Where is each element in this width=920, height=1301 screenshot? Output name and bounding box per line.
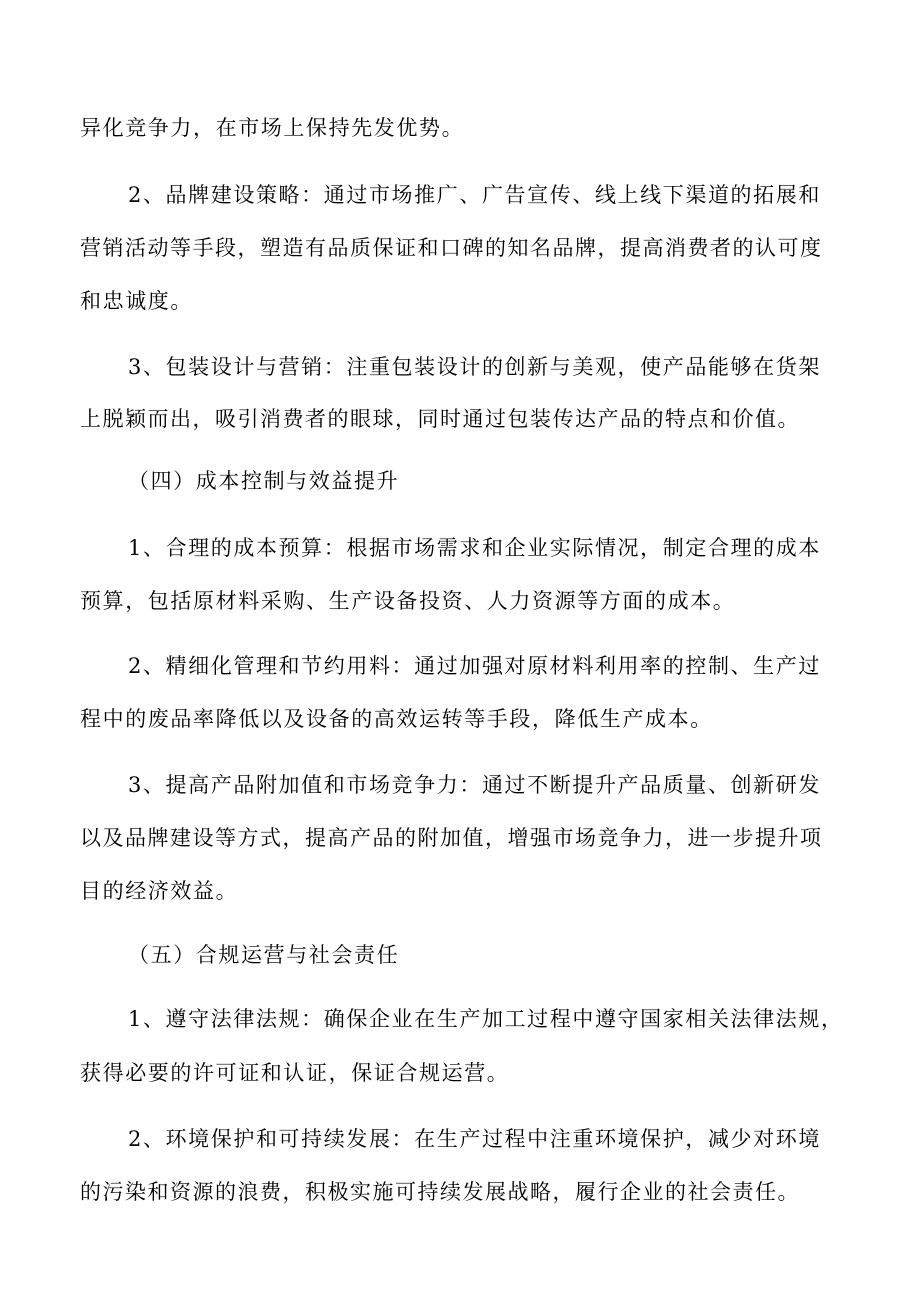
text-line: 3、提高产品附加值和市场竞争力：通过不断提升产品质量、创新研发 bbox=[128, 773, 821, 797]
text-line: 1、遵守法律法规：确保企业在生产加工过程中遵守国家相关法律法规， bbox=[128, 1007, 844, 1031]
text-line: 以及品牌建设等方式，提高产品的附加值，增强市场竞争力，进一步提升项 bbox=[80, 826, 823, 850]
text-line: 的污染和资源的浪费，积极实施可持续发展战略，履行企业的社会责任。 bbox=[80, 1180, 800, 1204]
text-line: 异化竞争力，在市场上保持先发优势。 bbox=[80, 116, 465, 140]
text-line: 2、精细化管理和节约用料：通过加强对原材料利用率的控制、生产过 bbox=[128, 654, 821, 678]
text-line: 营销活动等手段，塑造有品质保证和口碑的知名品牌，提高消费者的认可度 bbox=[80, 236, 823, 260]
text-line: 3、包装设计与营销：注重包装设计的创新与美观，使产品能够在货架 bbox=[128, 355, 821, 379]
text-line: 目的经济效益。 bbox=[80, 879, 239, 903]
text-line: 程中的废品率降低以及设备的高效运转等手段，降低生产成本。 bbox=[80, 707, 713, 731]
text-line: 获得必要的许可证和认证，保证合规运营。 bbox=[80, 1061, 510, 1085]
text-line: 1、合理的成本预算：根据市场需求和企业实际情况，制定合理的成本 bbox=[128, 536, 821, 560]
text-line: 和忠诚度。 bbox=[80, 289, 193, 313]
section-heading: （四）成本控制与效益提升 bbox=[128, 469, 400, 493]
section-heading: （五）合规运营与社会责任 bbox=[128, 943, 400, 967]
text-line: 2、品牌建设策略：通过市场推广、广告宣传、线上线下渠道的拓展和 bbox=[128, 183, 821, 207]
text-line: 预算，包括原材料采购、生产设备投资、人力资源等方面的成本。 bbox=[80, 589, 736, 613]
text-line: 2、环境保护和可持续发展：在生产过程中注重环境保护，减少对环境 bbox=[128, 1127, 821, 1151]
text-line: 上脱颖而出，吸引消费者的眼球，同时通过包装传达产品的特点和价值。 bbox=[80, 407, 800, 431]
